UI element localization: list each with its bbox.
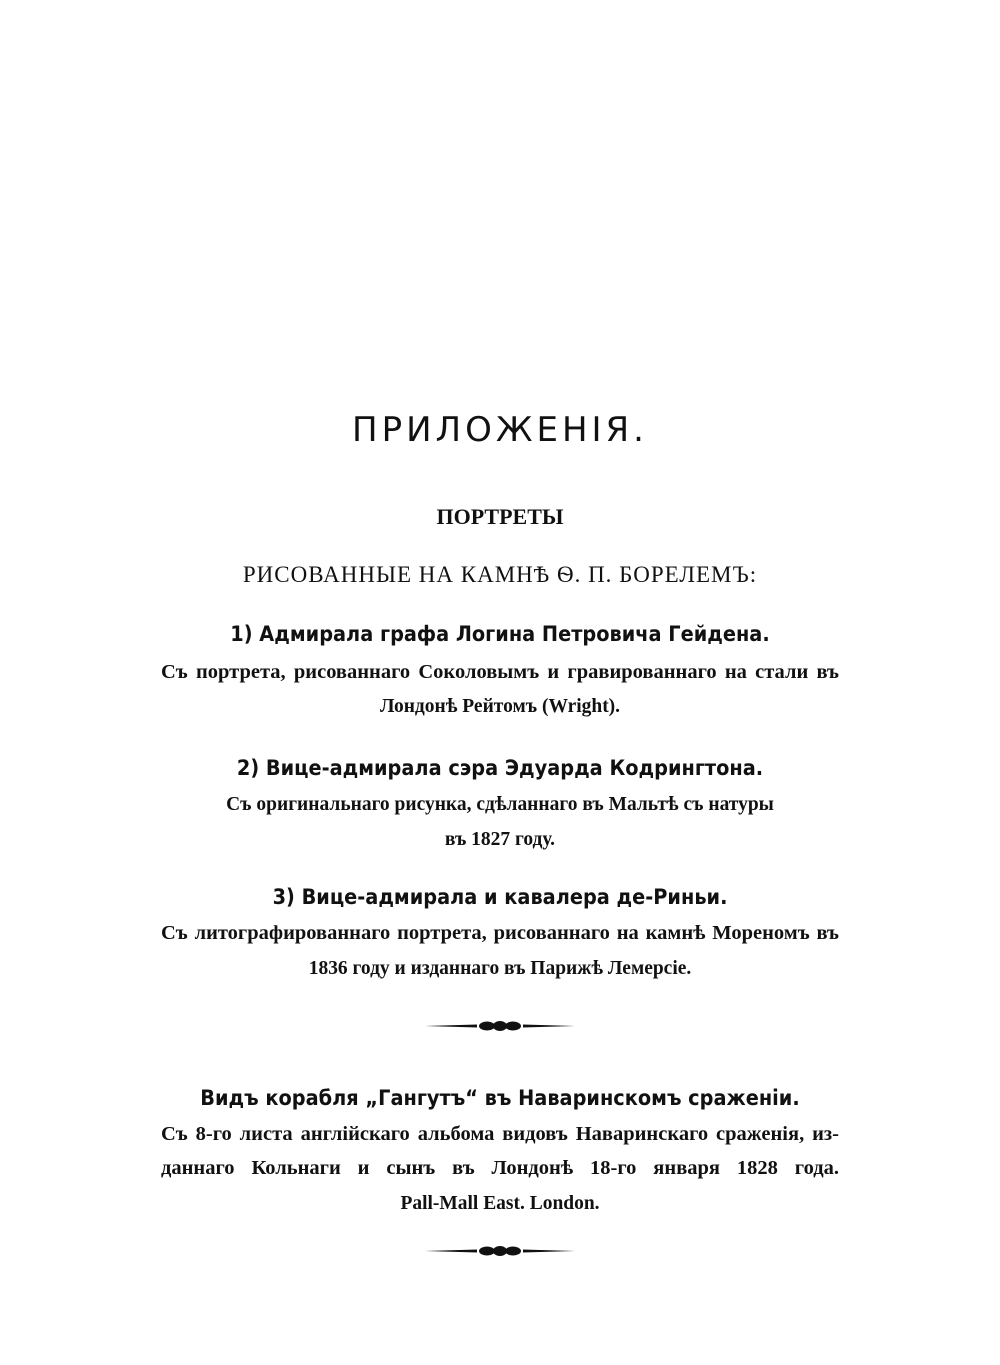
item-1-line-2: Лондонѣ Рейтомъ (Wright). bbox=[379, 695, 621, 717]
portraits-subheading: РИСОВАННЫЕ НА КАМНѢ Ѳ. П. БОРЕЛЕМЪ: bbox=[242, 562, 758, 587]
item-2-line-2: въ 1827 году. bbox=[444, 828, 556, 850]
ornamental-rule-icon bbox=[425, 1245, 575, 1257]
portraits-heading: ПОРТРЕТЫ bbox=[436, 504, 564, 529]
item-3-line-2: 1836 году и изданнаго въ Парижѣ Лемерсіе. bbox=[308, 957, 692, 979]
item-1-line-1: Съ портрета, рисованнаго Соколовымъ и гравированнаго на стали въ bbox=[161, 661, 839, 683]
view-line-3: Pall-Mall East. London. bbox=[400, 1192, 600, 1214]
view-title: Видъ корабля „Гангутъ“ въ Наваринскомъ сраженіи. bbox=[200, 1086, 800, 1110]
view-line-1: Съ 8-го листа англійскаго альбома видовъ Наваринскаго сраженія, из- bbox=[161, 1123, 839, 1145]
item-3-title: 3) Вице-адмирала и кавалера де-Риньи. bbox=[272, 885, 728, 909]
item-2-title: 2) Вице-адмирала сэра Эдуарда Кодрингтона. bbox=[236, 756, 764, 780]
page-title: ПРИЛОЖЕНІЯ. bbox=[352, 410, 648, 450]
item-2-line-1: Съ оригинальнаго рисунка, сдѣланнаго въ Мальтѣ съ натуры bbox=[226, 793, 774, 815]
item-1-title: 1) Адмирала графа Логина Петровича Гейдена. bbox=[230, 622, 770, 646]
view-line-2: даннаго Кольнаги и сынъ въ Лондонѣ 18-го января 1828 года. bbox=[161, 1157, 839, 1179]
ornamental-rule-icon bbox=[425, 1020, 575, 1032]
item-3-line-1: Съ литографированнаго портрета, рисованнаго на камнѣ Мореномъ въ bbox=[161, 922, 839, 944]
